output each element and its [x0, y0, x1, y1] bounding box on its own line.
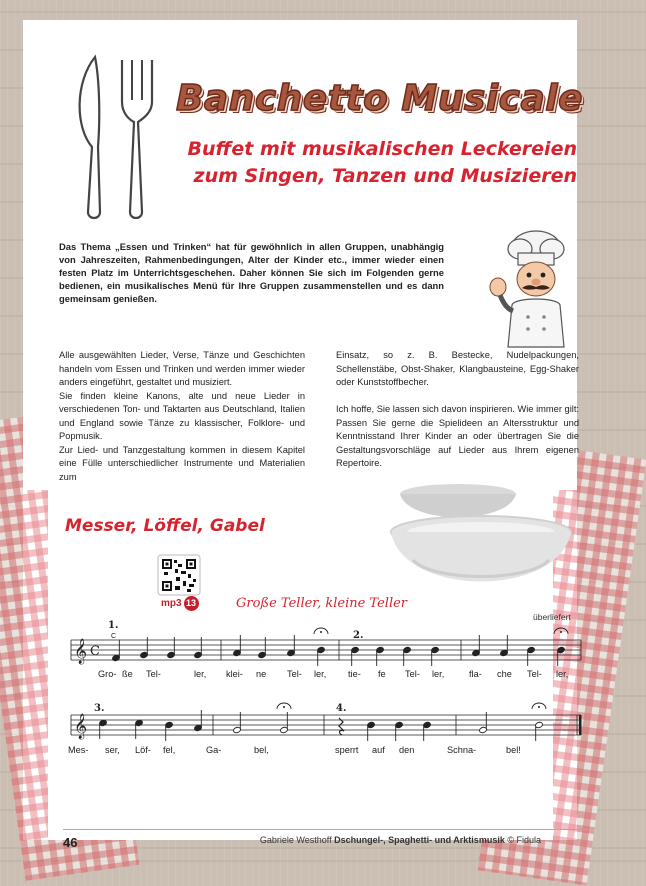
section-3-marker: 3. [94, 703, 105, 714]
lyric-syllable: ser, [105, 745, 120, 755]
lyric-syllable: klei- [226, 669, 243, 679]
page-title: Banchetto Musicale [175, 78, 583, 119]
section-4-marker: 4. [336, 703, 347, 714]
mp3-track-badge [161, 596, 199, 611]
section-title: Messer, Löffel, Gabel [65, 516, 265, 536]
svg-text:𝄞: 𝄞 [74, 714, 88, 739]
page-subtitle [173, 136, 577, 190]
body-paragraph-4: Einsatz, so z. B. Bestecke, Nudelpackungen, Schellenstäbe, Obst-Shaker, Klangbausteine, Egg-Shaker oder Kunststoffbecher. [336, 350, 579, 387]
lyric-syllable: Mes- [68, 745, 89, 755]
lyric-syllable: den [399, 745, 415, 755]
lyric-syllable: auf [372, 745, 385, 755]
song-attribution: überliefert [533, 612, 571, 622]
lyric-syllable: ler, [194, 669, 207, 679]
page-number: 46 [63, 835, 78, 850]
lyric-syllable: bel! [506, 745, 521, 755]
svg-text:𝄞: 𝄞 [74, 639, 88, 664]
lyric-syllable: Tel- [146, 669, 161, 679]
lyric-syllable: sperrt [335, 745, 359, 755]
lyric-syllable: fel, [163, 745, 176, 755]
footer-divider [63, 829, 588, 830]
lyric-syllable: ler, [432, 669, 445, 679]
section-1-marker: 1. [108, 620, 119, 631]
lyric-syllable: Schna- [447, 745, 477, 755]
intro-paragraph: Das Thema „Essen und Trinken“ hat für gewöhnlich in allen Gruppen, unabhängig von Jahreszeiten, Rahmenbedingungen, Alter der Kinder etc., immer wieder einen festen Platz im Unterrichtsgeschehen. Daher können Sie sich im Folgenden gerne bedienen, ein musikalisches Menü für Ihre Gruppen zusammenstellen und es dann gemeinsam genießen. [59, 241, 444, 304]
lyric-syllable: Gro- [98, 669, 117, 679]
lyric-syllable: Ga- [206, 745, 222, 755]
lyric-syllable: ne [256, 669, 267, 679]
mp3-track-number: 13 [184, 596, 199, 611]
lyric-syllable: Tel- [287, 669, 302, 679]
subtitle-line-2: zum Singen, Tanzen und Musizieren [193, 165, 577, 187]
lyric-syllable: Löf- [135, 745, 151, 755]
time-signature: C [90, 644, 100, 659]
body-paragraph-5: Ich hoffe, Sie lassen sich davon inspirieren. Wie immer gilt: Passen Sie gerne die Spielideen an Altersstruktur und Kenntnisstand Ihrer Kinder an oder übertragen Sie die Gestaltungsvorschläge auf Lieder aus Ihrem eigenen Repertoire. [336, 404, 579, 468]
lyric-syllable: Tel- [527, 669, 542, 679]
lyric-syllable: ße [122, 669, 133, 679]
lyric-syllable: Tel- [405, 669, 420, 679]
footer-credit [260, 835, 541, 845]
subtitle-line-1: Buffet mit musikalischen Leckereien [187, 138, 577, 160]
mp3-label: mp3 [161, 598, 182, 609]
body-paragraph-2: Sie finden kleine Kanons, alte und neue Lieder in verschiedenen Ton- und Taktarten aus Deutschland, Italien und England sowie Tänze zu klassischer, Folklore- und Popmusik. [59, 390, 305, 441]
footer-publisher: © Fidula [507, 835, 541, 845]
song-title: Große Teller, kleine Teller [236, 596, 408, 611]
body-paragraph-1: Alle ausgewählten Lieder, Verse, Tänze und Geschichten handeln vom Essen und Trinken und werden immer wieder anders eingeführt, gestaltet und musiziert. [59, 350, 305, 387]
page [23, 20, 583, 850]
body-paragraph-3: Zur Lied- und Tanzgestaltung kommen in diesem Kapitel eine Fülle unterschiedlicher Instrumente und Materialien zum [59, 444, 305, 482]
section-2-marker: 2. [353, 630, 364, 641]
lyric-syllable: che [497, 669, 512, 679]
music-staff-line-1 [71, 620, 591, 668]
svg-text:C: C [111, 633, 117, 640]
lyric-syllable: ler, [314, 669, 327, 679]
chef-illustration [478, 225, 588, 350]
body-column-left [59, 349, 305, 484]
lyric-syllable: ler, [556, 669, 569, 679]
lyric-syllable: fe [378, 669, 386, 679]
bowl-illustration [373, 480, 573, 615]
lyric-syllable: tie- [348, 669, 361, 679]
qr-code-icon[interactable] [158, 555, 200, 595]
lyric-syllable: fla- [469, 669, 482, 679]
footer-author: Gabriele Westhoff [259, 835, 332, 845]
music-staff-line-2 [71, 703, 591, 743]
footer-book-title: Dschungel-, Spaghetti- und Arktismusik [334, 835, 505, 845]
body-column-right [336, 349, 579, 471]
lyric-syllable: bel, [254, 745, 269, 755]
